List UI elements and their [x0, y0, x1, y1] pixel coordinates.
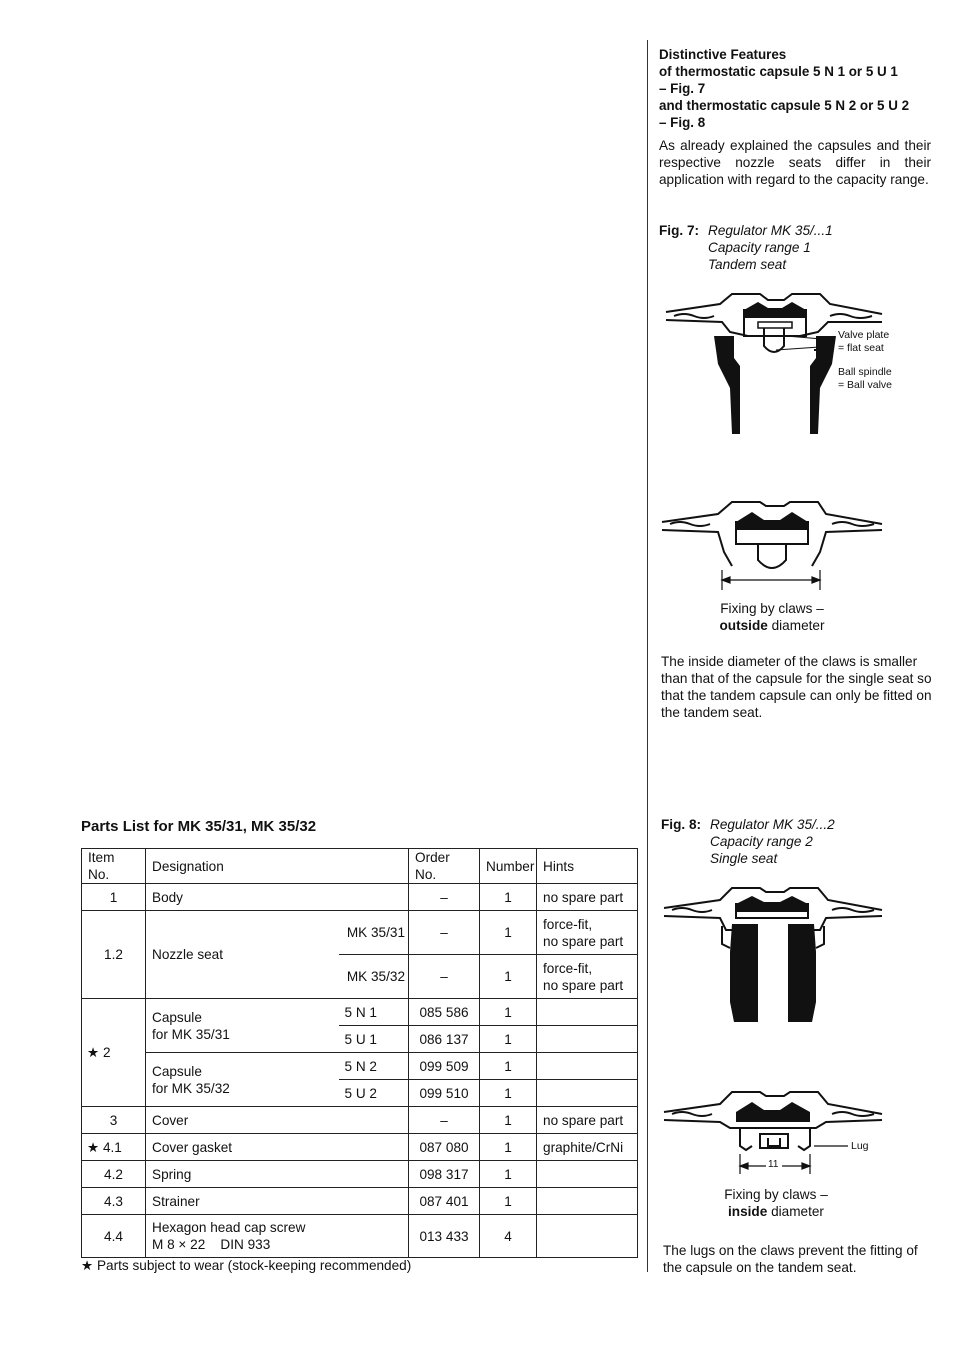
parts-table — [81, 848, 638, 1258]
fig8-caption — [661, 816, 933, 867]
table-row: 1 Body – 1 no spare part — [82, 884, 638, 911]
callout-lug: Lug — [851, 1140, 869, 1152]
table-row: MK 35/32 – 1 force-fit, no spare part — [82, 955, 638, 999]
table-row: 5 U 1 086 137 1 — [82, 1026, 638, 1053]
table-row: 1.2 Nozzle seat MK 35/31 – 1 force-fit, no spare part — [82, 911, 638, 955]
header-designation: Designation — [146, 849, 409, 884]
fig7-caption — [659, 222, 931, 273]
heading-line: Distinctive Features — [659, 47, 787, 62]
parts-list-title: Parts List for MK 35/31, MK 35/32 — [81, 818, 317, 835]
fig8-note: The lugs on the claws prevent the fitting of the capsule on the tandem seat. — [663, 1243, 918, 1275]
fig8-claws-caption: Fixing by claws – inside diameter — [724, 1187, 828, 1219]
dimension-label: 11 — [768, 1159, 779, 1170]
header-item: Item No. — [82, 849, 146, 884]
fig7-regulator-drawing — [660, 288, 910, 438]
footnote: ★ Parts subject to wear (stock-keeping recommended) — [81, 1258, 412, 1273]
fig7-title-2: Capacity range 1 — [708, 240, 811, 255]
heading-line: – Fig. 8 — [659, 115, 706, 130]
heading-line: – Fig. 7 — [659, 81, 706, 96]
fig7-title-1: Regulator MK 35/...1 — [708, 223, 833, 238]
callout-ball-spindle: Ball spindle = Ball valve — [838, 366, 892, 391]
table-row: 4.3 Strainer 087 401 1 — [82, 1188, 638, 1215]
table-row: 5 U 2 099 510 1 — [82, 1080, 638, 1107]
table-header-row — [82, 849, 638, 884]
table-row: ★ 2 Capsule for MK 35/31 5 N 1 085 586 1 — [82, 999, 638, 1026]
fig7-claws-caption: Fixing by claws – outside diameter — [719, 601, 825, 633]
table-row: Capsule for MK 35/32 5 N 2 099 509 1 — [82, 1053, 638, 1080]
table-row: 3 Cover – 1 no spare part — [82, 1107, 638, 1134]
fig7-title-3: Tandem seat — [708, 257, 787, 272]
fig7-note: The inside diameter of the claws is smaller than that of the capsule for the single seat so that the tandem capsule can only be fitted on the tandem seat. — [661, 654, 932, 720]
table-row: 4.2 Spring 098 317 1 — [82, 1161, 638, 1188]
features-heading — [659, 46, 931, 131]
heading-line: and thermostatic capsule 5 N 2 or 5 U 2 — [659, 98, 910, 113]
header-hints: Hints — [537, 849, 638, 884]
fig7-capsule-drawing — [660, 494, 890, 594]
fig7-label: Fig. 7: — [659, 223, 700, 238]
fig8-regulator-drawing — [660, 882, 890, 1022]
fig8-title-3: Single seat — [710, 851, 778, 866]
table-row: 4.4 Hexagon head cap screw M 8 × 22 DIN 933 013 433 4 — [82, 1215, 638, 1258]
intro-paragraph: As already explained the capsules and their respective nozzle seats differ in their application with regard to the capacity range. — [659, 138, 931, 187]
fig8-label: Fig. 8: — [661, 817, 702, 832]
column-divider — [647, 40, 648, 1272]
fig8-title-2: Capacity range 2 — [710, 834, 813, 849]
header-number: Number — [480, 849, 537, 884]
header-order: Order No. — [409, 849, 480, 884]
callout-valve-plate: Valve plate = flat seat — [838, 329, 890, 354]
fig8-title-1: Regulator MK 35/...2 — [710, 817, 835, 832]
table-row: ★ 4.1 Cover gasket 087 080 1 graphite/CrNi — [82, 1134, 638, 1161]
heading-line: of thermostatic capsule 5 N 1 or 5 U 1 — [659, 64, 898, 79]
